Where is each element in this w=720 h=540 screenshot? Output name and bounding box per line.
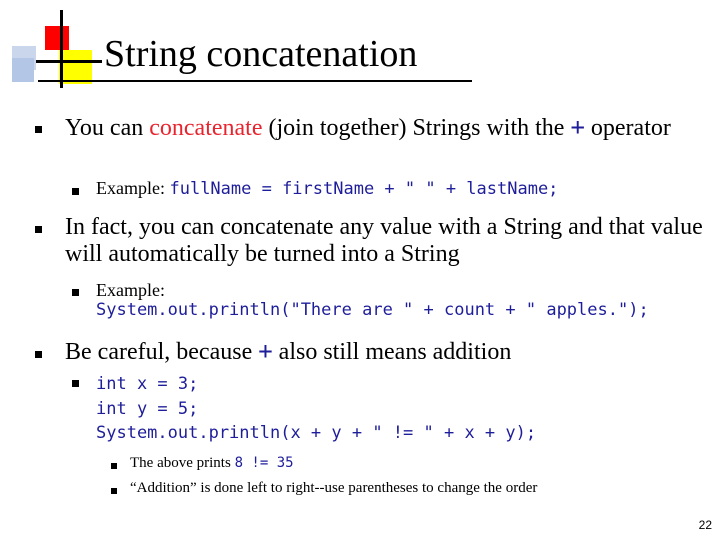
code-line: int y = 5; xyxy=(96,398,199,419)
title-underline xyxy=(38,80,472,82)
slide-title: String concatenation xyxy=(104,33,418,75)
note-prints xyxy=(130,455,710,472)
code-snippet: System.out.println("There are " + count + " apples."); xyxy=(96,299,649,320)
bullet-marker xyxy=(35,351,42,358)
bullet-concatenate xyxy=(65,114,715,142)
bullet-text: also still means addition xyxy=(272,339,512,365)
bullet-text: operator xyxy=(584,115,671,141)
example-block xyxy=(96,280,706,320)
sub-bullet-marker xyxy=(72,188,79,195)
sub-sub-bullet-marker xyxy=(111,463,117,469)
decorative-logo xyxy=(8,10,98,90)
highlight-term: concatenate xyxy=(149,115,263,141)
logo-vertical-line xyxy=(60,10,63,88)
example-label: Example: xyxy=(96,280,165,300)
bullet-marker xyxy=(35,126,42,133)
bullet-text: Be careful, because xyxy=(65,339,259,365)
bullet-addition xyxy=(65,338,715,366)
logo-red-square xyxy=(45,26,69,50)
bullet-marker xyxy=(35,226,42,233)
plus-symbol: + xyxy=(570,113,585,141)
bullet-text: (join together) Strings with the xyxy=(262,115,571,141)
note-left-to-right: “Addition” is done left to right--use parentheses to change the order xyxy=(130,480,538,496)
bullet-text: You can xyxy=(65,115,150,141)
sub-bullet-marker xyxy=(72,380,79,387)
bullet-any-value: In fact, you can concatenate any value with a String and that value will automatically be turned into a String xyxy=(65,214,703,268)
example-line xyxy=(96,178,706,199)
sub-bullet-marker xyxy=(72,289,79,296)
code-output: 8 != 35 xyxy=(234,455,294,471)
sub-sub-bullet-marker xyxy=(111,488,117,494)
code-snippet: fullName = firstName + " " + lastName; xyxy=(169,179,559,199)
note-text: The above prints xyxy=(130,455,235,471)
logo-blue-square-2 xyxy=(12,58,34,82)
example-label: Example: xyxy=(96,178,170,198)
plus-symbol: + xyxy=(258,337,273,365)
code-line: System.out.println(x + y + " != " + x + y); xyxy=(96,423,537,444)
logo-yellow-square xyxy=(59,50,92,84)
code-block xyxy=(96,372,706,446)
logo-horizontal-line xyxy=(36,60,102,63)
code-line: int x = 3; xyxy=(96,374,199,394)
page-number: 22 xyxy=(698,518,712,532)
